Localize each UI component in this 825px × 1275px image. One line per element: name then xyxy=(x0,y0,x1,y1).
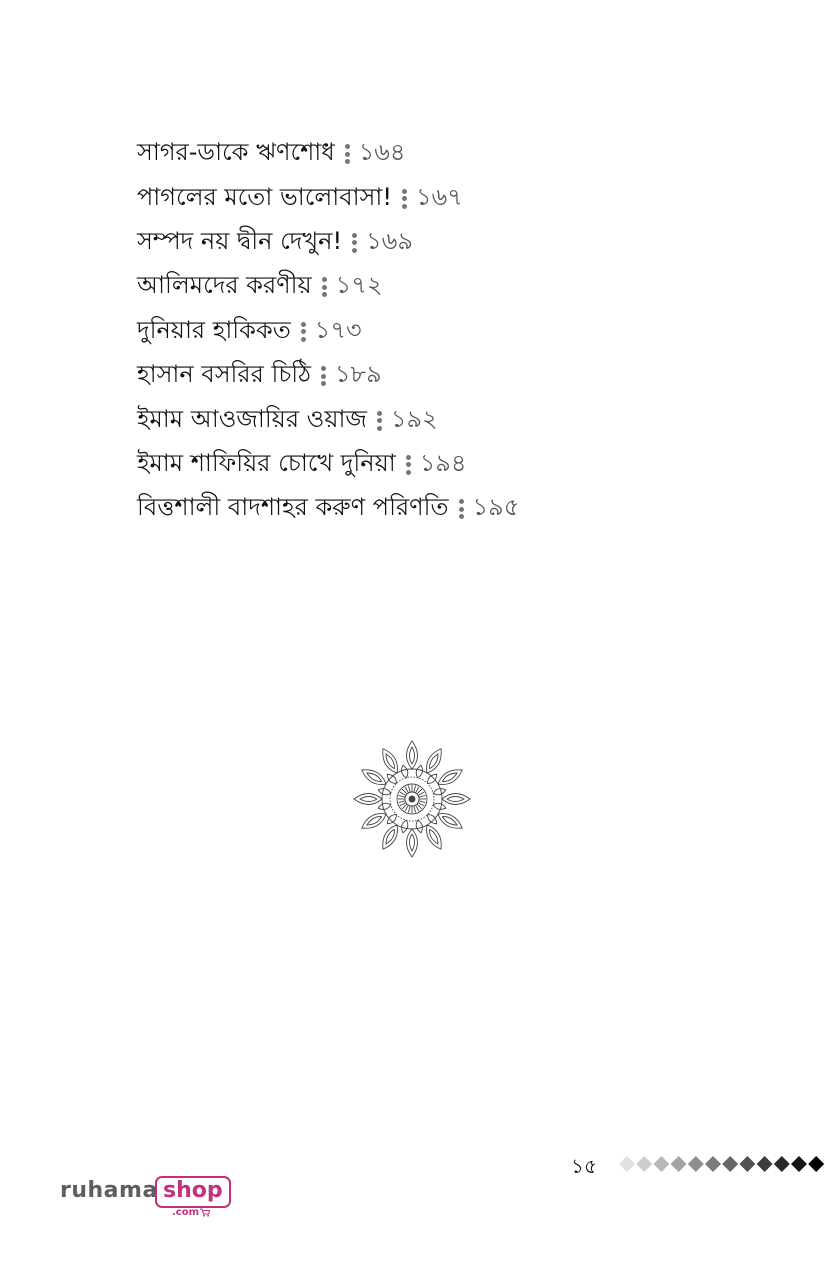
vertical-dots-separator-icon xyxy=(322,277,327,297)
table-of-contents xyxy=(137,132,519,532)
diamond-gradient-strip-icon xyxy=(618,1153,825,1175)
toc-entry-title: দুনিয়ার হাকিকত xyxy=(137,315,291,344)
toc-entry-page: ১৬৯ xyxy=(366,226,413,255)
vertical-dots-separator-icon xyxy=(377,411,382,431)
toc-entry xyxy=(137,398,519,442)
mandala-ornament-icon xyxy=(351,738,473,860)
vertical-dots-separator-icon xyxy=(406,455,411,475)
page-number: ১৫ xyxy=(571,1154,597,1178)
toc-entry-title: আলিমদের করণীয় xyxy=(137,271,312,300)
toc-entry-title: সাগর-ডাকে ঋণশোধ xyxy=(137,138,335,167)
toc-entry xyxy=(137,132,519,176)
vertical-dots-separator-icon xyxy=(402,189,407,209)
toc-entry-page: ১৮৯ xyxy=(334,360,382,389)
toc-entry-title: ইমাম আওজায়ির ওয়াজ xyxy=(137,404,367,433)
toc-entry-page: ১৭২ xyxy=(335,271,383,300)
brand-logo xyxy=(60,1176,240,1222)
toc-entry xyxy=(137,265,519,309)
vertical-dots-separator-icon xyxy=(301,322,306,342)
toc-entry xyxy=(137,310,519,354)
brand-domain: .com xyxy=(172,1207,210,1218)
toc-entry xyxy=(137,354,519,398)
vertical-dots-separator-icon xyxy=(459,499,464,519)
toc-entry-page: ১৯৪ xyxy=(419,448,467,477)
toc-entry-title: সম্পদ নয় দ্বীন দেখুন! xyxy=(137,226,343,255)
cart-icon xyxy=(200,1208,210,1217)
brand-shop-badge: shop xyxy=(155,1176,231,1208)
toc-entry-title: হাসান বসরির চিঠি xyxy=(137,360,311,389)
toc-entry-page: ১৯৫ xyxy=(472,493,520,522)
toc-entry xyxy=(137,176,519,220)
toc-entry-title: বিত্তশালী বাদশাহর করুণ পরিণতি xyxy=(137,493,449,522)
vertical-dots-separator-icon xyxy=(352,233,357,253)
toc-entry-title: পাগলের মতো ভালোবাসা! xyxy=(137,182,392,211)
toc-entry-page: ১৯২ xyxy=(390,404,438,433)
toc-entry xyxy=(137,221,519,265)
toc-entry xyxy=(137,443,519,487)
toc-entry-page: ১৬৭ xyxy=(416,182,463,211)
vertical-dots-separator-icon xyxy=(321,366,326,386)
toc-entry-page: ১৬৪ xyxy=(358,138,406,167)
toc-entry-title: ইমাম শাফিয়ির চোখে দুনিয়া xyxy=(137,448,396,477)
vertical-dots-separator-icon xyxy=(345,144,350,164)
toc-entry-page: ১৭৩ xyxy=(314,315,362,344)
toc-entry xyxy=(137,487,519,531)
brand-name: ruhama xyxy=(60,1178,158,1203)
